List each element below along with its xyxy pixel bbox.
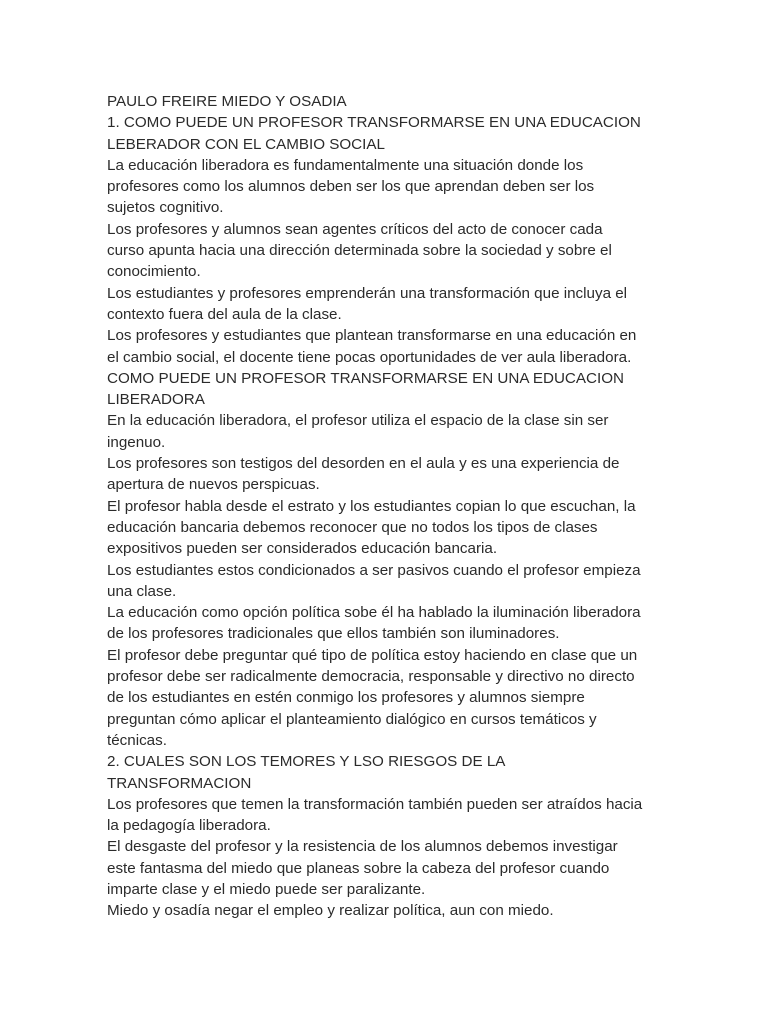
text-line: Los estudiantes estos condicionados a ser pasivos cuando el profesor empieza bbox=[107, 561, 641, 579]
section-heading: 2. CUALES SON LOS TEMORES Y LSO RIESGOS DE LA bbox=[107, 753, 506, 771]
text-line: La educación liberadora es fundamentalmente una situación donde los bbox=[107, 156, 584, 174]
text-line: sujetos cognitivo. bbox=[107, 199, 224, 217]
text-line: conocimiento. bbox=[107, 263, 201, 281]
section-heading: LEBERADOR CON EL CAMBIO SOCIAL bbox=[107, 135, 385, 153]
text-line: Los profesores que temen la transformación también pueden ser atraídos hacia bbox=[107, 795, 643, 813]
text-line: Los profesores y estudiantes que plantean transformarse en una educación en bbox=[107, 327, 637, 345]
text-line: En la educación liberadora, el profesor utiliza el espacio de la clase sin ser bbox=[107, 412, 609, 430]
section-heading: TRANSFORMACION bbox=[107, 774, 252, 792]
text-line: de los profesores tradicionales que ellos también son iluminadores. bbox=[107, 625, 560, 643]
text-line: de los estudiantes en estén conmigo los profesores y alumnos siempre bbox=[107, 689, 585, 707]
text-line: preguntan cómo aplicar el planteamiento dialógico en cursos temáticos y bbox=[107, 710, 597, 728]
text-line: curso apunta hacia una dirección determinada sobre la sociedad y sobre el bbox=[107, 242, 612, 260]
text-line: profesores como los alumnos deben ser los que aprendan deben ser los bbox=[107, 178, 595, 196]
text-line: técnicas. bbox=[107, 731, 167, 749]
section-heading: LIBERADORA bbox=[107, 391, 205, 409]
text-line: La educación como opción política sobe él ha hablado la iluminación liberadora bbox=[107, 604, 641, 622]
section-heading: 1. COMO PUEDE UN PROFESOR TRANSFORMARSE EN UNA EDUCACION bbox=[107, 114, 641, 132]
text-line: El desgaste del profesor y la resistencia de los alumnos debemos investigar bbox=[107, 838, 618, 856]
text-line: expositivos pueden ser considerados educación bancaria. bbox=[107, 540, 498, 558]
text-line: profesor debe ser radicalmente democracia, responsable y directivo no directo bbox=[107, 668, 635, 686]
text-line: educación bancaria debemos reconocer que no todos los tipos de clases bbox=[107, 518, 598, 536]
document-title: PAULO FREIRE MIEDO Y OSADIA bbox=[107, 93, 347, 110]
text-line: Los estudiantes y profesores emprenderán una transformación que incluya el bbox=[107, 284, 628, 302]
text-line: ingenuo. bbox=[107, 433, 166, 451]
text-line: Los profesores y alumnos sean agentes críticos del acto de conocer cada bbox=[107, 220, 603, 238]
text-line: este fantasma del miedo que planeas sobre la cabeza del profesor cuando bbox=[107, 859, 610, 877]
text-line: Miedo y osadía negar el empleo y realizar política, aun con miedo. bbox=[107, 902, 554, 920]
text-line: la pedagogía liberadora. bbox=[107, 817, 271, 835]
text-line: una clase. bbox=[107, 582, 177, 600]
text-line: apertura de nuevos perspicuas. bbox=[107, 476, 320, 494]
text-line: imparte clase y el miedo puede ser paralizante. bbox=[107, 880, 426, 898]
text-line: Los profesores son testigos del desorden en el aula y es una experiencia de bbox=[107, 455, 620, 473]
document-body bbox=[107, 91, 682, 922]
section-heading: COMO PUEDE UN PROFESOR TRANSFORMARSE EN UNA EDUCACION bbox=[107, 369, 624, 387]
text-line: El profesor habla desde el estrato y los estudiantes copian lo que escuchan, la bbox=[107, 497, 636, 515]
text-line: El profesor debe preguntar qué tipo de política estoy haciendo en clase que un bbox=[107, 646, 638, 664]
text-line: contexto fuera del aula de la clase. bbox=[107, 305, 342, 323]
text-line: el cambio social, el docente tiene pocas oportunidades de ver aula liberadora. bbox=[107, 348, 632, 366]
